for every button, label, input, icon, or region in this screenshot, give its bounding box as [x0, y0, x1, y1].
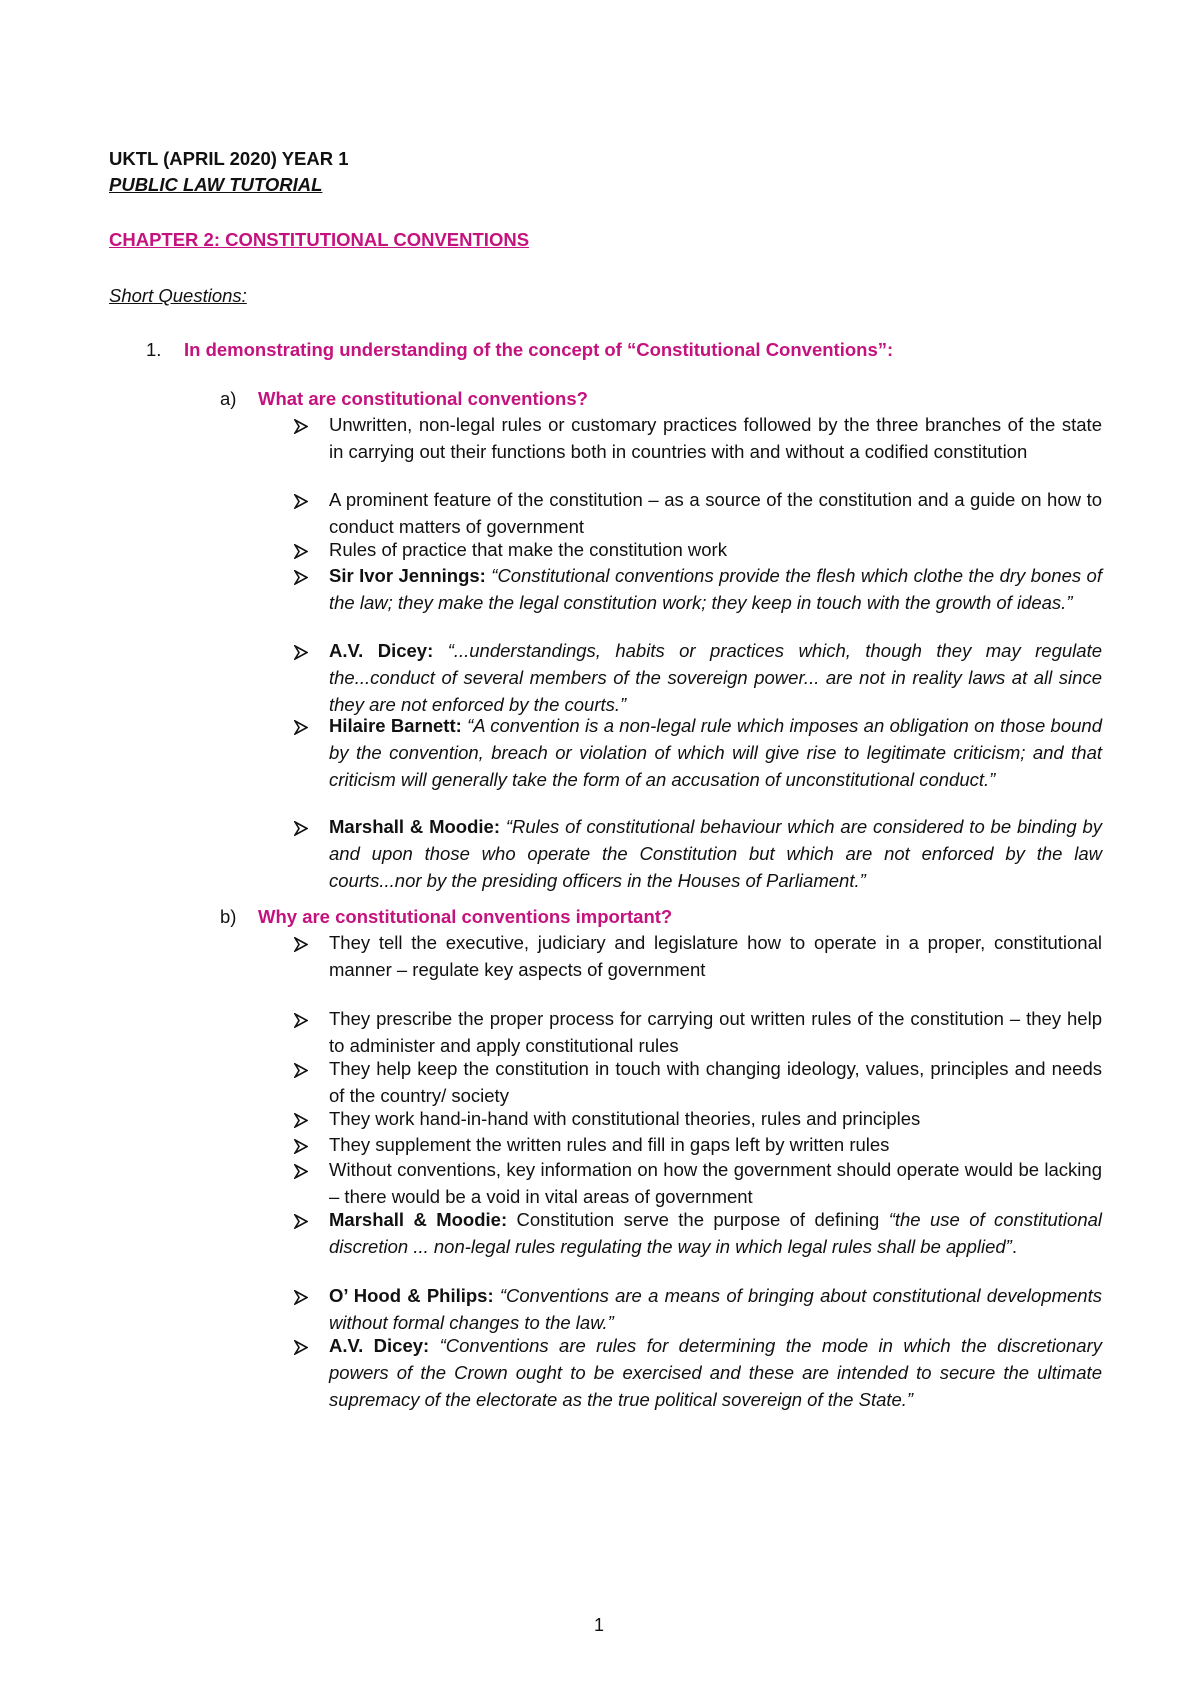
chapter-heading: CHAPTER 2: CONSTITUTIONAL CONVENTIONS [109, 229, 530, 250]
bullet-quote: “...understandings, habits or practices which, though they may regulate the...conduct of several members of the sovereign power... are not in reality laws at all since they are not enforced by the courts.” [329, 640, 1102, 715]
bullet-item [329, 1333, 1102, 1414]
short-questions-label: Short Questions: [109, 285, 247, 306]
document-title: UKTL (APRIL 2020) YEAR 1 [109, 148, 349, 169]
arrowhead-bullet-icon [294, 1137, 310, 1163]
arrowhead-bullet-icon [294, 492, 310, 518]
bullet-text: They work hand-in-hand with constitutional theories, rules and principles [329, 1108, 921, 1129]
question-text: In demonstrating understanding of the concept of “Constitutional Conventions”: [184, 339, 894, 360]
arrowhead-bullet-icon [294, 819, 310, 845]
bullet-item [329, 537, 1102, 564]
bullet-text: Unwritten, non-legal rules or customary practices followed by the three branches of the state in carrying out their functions both in countries with and without a codified constitution [329, 414, 1102, 462]
arrowhead-bullet-icon [294, 718, 310, 744]
bullet-quote: “Constitutional conventions provide the flesh which clothe the dry bones of the law; they make the legal constitution work; they keep in touch with the growth of ideas.” [329, 565, 1102, 613]
arrowhead-bullet-icon [294, 1111, 310, 1137]
part-b-title: Why are constitutional conventions important? [258, 906, 673, 927]
arrowhead-bullet-icon [294, 935, 310, 961]
bullet-author: Marshall & Moodie: [329, 1209, 508, 1230]
bullet-quote: “Rules of constitutional behaviour which are considered to be binding by and upon those who operate the Constitution but which are not enforced by the law courts...nor by the presiding officers in the Houses of Parliament.” [329, 816, 1102, 891]
bullet-text: They help keep the constitution in touch with changing ideology, values, principles and needs of the country/ society [329, 1058, 1102, 1106]
arrowhead-bullet-icon [294, 568, 310, 594]
arrowhead-bullet-icon [294, 1338, 310, 1364]
bullet-item [329, 1106, 1102, 1133]
bullet-text: Without conventions, key information on how the government should operate would be lacking – there would be a void in vital areas of government [329, 1159, 1102, 1207]
bullet-author: A.V. Dicey: [329, 640, 434, 661]
arrowhead-bullet-icon [294, 542, 310, 568]
bullet-quote: “Conventions are rules for determining the mode in which the discretionary powers of the Crown ought to be exercised and these are intended to secure the ultimate supremacy of the electorate as the true political sovereign of the State.” [329, 1335, 1103, 1410]
bullet-item [329, 487, 1102, 541]
arrowhead-bullet-icon [294, 1061, 310, 1087]
bullet-text: Rules of practice that make the constitution work [329, 539, 727, 560]
bullet-author: A.V. Dicey: [329, 1335, 430, 1356]
bullet-tail: . [1011, 1235, 1017, 1257]
page-number: 1 [594, 1615, 605, 1635]
bullet-text: Constitution serve the purpose of defining [516, 1209, 880, 1230]
arrowhead-bullet-icon [294, 1212, 310, 1238]
bullet-author: Marshall & Moodie: [329, 816, 500, 837]
bullet-item [329, 412, 1102, 466]
bullet-quote: “the use of constitutional discretion ... non-legal rules regulating the way in which legal rules shall be applied” [329, 1209, 1103, 1257]
bullet-item [329, 638, 1102, 719]
bullet-text: They tell the executive, judiciary and legislature how to operate in a proper, constitutional manner – regulate key aspects of government [329, 932, 1102, 980]
arrowhead-bullet-icon [294, 1288, 310, 1314]
bullet-item [329, 1157, 1102, 1211]
bullet-item [329, 1056, 1102, 1110]
bullet-item [329, 1207, 1102, 1261]
arrowhead-bullet-icon [294, 417, 310, 443]
bullet-text: A prominent feature of the constitution – as a source of the constitution and a guide on how to conduct matters of government [329, 489, 1102, 537]
bullet-quote: “Conventions are a means of bringing about constitutional developments without formal changes to the law.” [329, 1285, 1102, 1333]
bullet-quote: “A convention is a non-legal rule which imposes an obligation on those bound by the convention, breach or violation of which will give rise to legitimate criticism; and that criticism will generally take the form of an accusation of unconstitutional conduct.” [329, 715, 1102, 790]
bullet-text: They supplement the written rules and fill in gaps left by written rules [329, 1134, 890, 1155]
bullet-author: Hilaire Barnett: [329, 715, 462, 736]
bullet-author: O’ Hood & Philips: [329, 1285, 494, 1306]
bullet-item [329, 563, 1102, 617]
part-b-letter: b) [220, 906, 237, 927]
bullet-item [329, 1132, 1102, 1159]
bullet-item [329, 814, 1102, 895]
bullet-text: They prescribe the proper process for carrying out written rules of the constitution – they help to administer and apply constitutional rules [329, 1008, 1102, 1056]
bullet-item [329, 1006, 1102, 1060]
part-a-letter: a) [220, 388, 237, 409]
question-number: 1. [146, 339, 162, 360]
document-subtitle: PUBLIC LAW TUTORIAL [109, 174, 323, 195]
arrowhead-bullet-icon [294, 1011, 310, 1037]
bullet-item [329, 930, 1102, 984]
arrowhead-bullet-icon [294, 643, 310, 669]
part-a-title: What are constitutional conventions? [258, 388, 588, 409]
arrowhead-bullet-icon [294, 1162, 310, 1188]
bullet-item [329, 713, 1102, 794]
bullet-item [329, 1283, 1102, 1337]
bullet-author: Sir Ivor Jennings: [329, 565, 486, 586]
